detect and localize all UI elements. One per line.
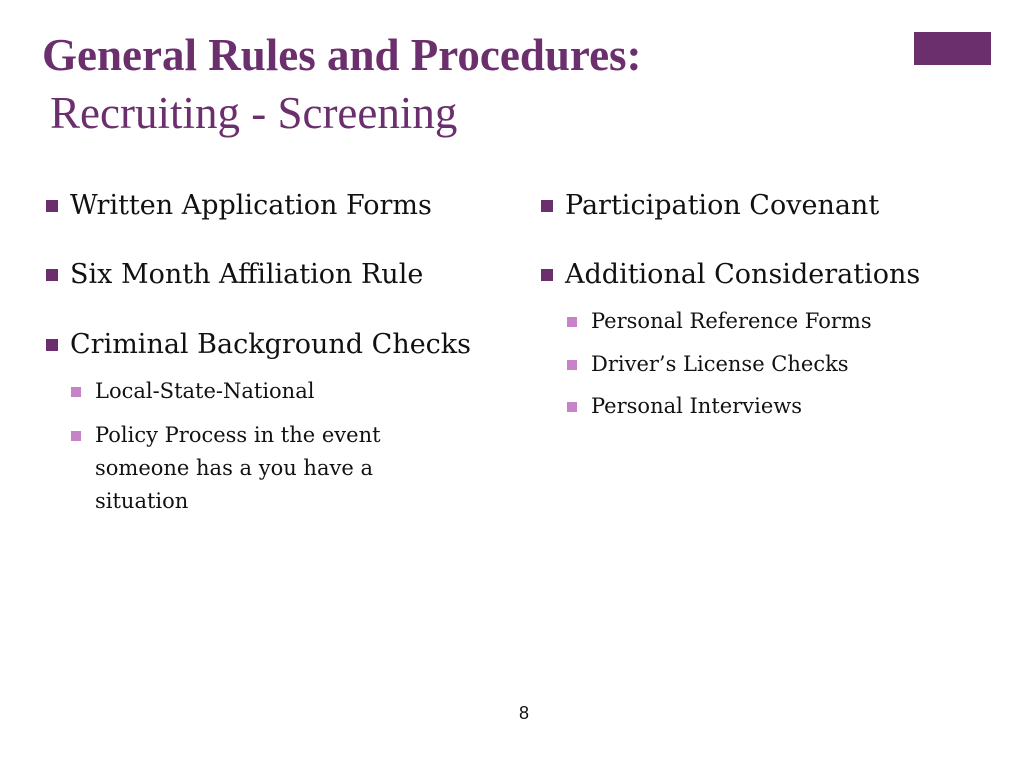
square-sub-bullet-icon (71, 387, 81, 397)
square-sub-bullet-icon (567, 360, 577, 370)
sub-bullet-personal-reference-forms: Personal Reference Forms (591, 309, 872, 333)
square-sub-bullet-icon (567, 402, 577, 412)
square-bullet-icon (46, 339, 58, 351)
bullet-written-application-forms: Written Application Forms (70, 190, 432, 221)
sub-bullet-policy-process-line-1: Policy Process in the event (95, 423, 381, 447)
sub-bullet-personal-interviews: Personal Interviews (591, 394, 802, 418)
bullet-criminal-background-checks: Criminal Background Checks (70, 329, 472, 360)
bullet-participation-covenant: Participation Covenant (565, 190, 880, 221)
bullet-additional-considerations: Additional Considerations (565, 259, 921, 290)
square-bullet-icon (541, 200, 553, 212)
square-sub-bullet-icon (71, 431, 81, 441)
slide-title: General Rules and Procedures: (42, 30, 642, 80)
square-sub-bullet-icon (567, 317, 577, 327)
corner-accent-block (914, 32, 991, 65)
sub-bullet-policy-process-line-3: situation (95, 489, 189, 513)
square-bullet-icon (541, 269, 553, 281)
sub-bullet-drivers-license-checks: Driver’s License Checks (591, 352, 849, 376)
sub-bullet-policy-process-line-2: someone has a you have a (95, 456, 373, 480)
sub-bullet-local-state-national: Local-State-National (95, 379, 315, 403)
square-bullet-icon (46, 269, 58, 281)
square-bullet-icon (46, 200, 58, 212)
slide-subtitle: Recruiting - Screening (50, 88, 458, 138)
page-number: 8 (519, 703, 530, 723)
bullet-six-month-affiliation-rule: Six Month Affiliation Rule (70, 259, 424, 290)
